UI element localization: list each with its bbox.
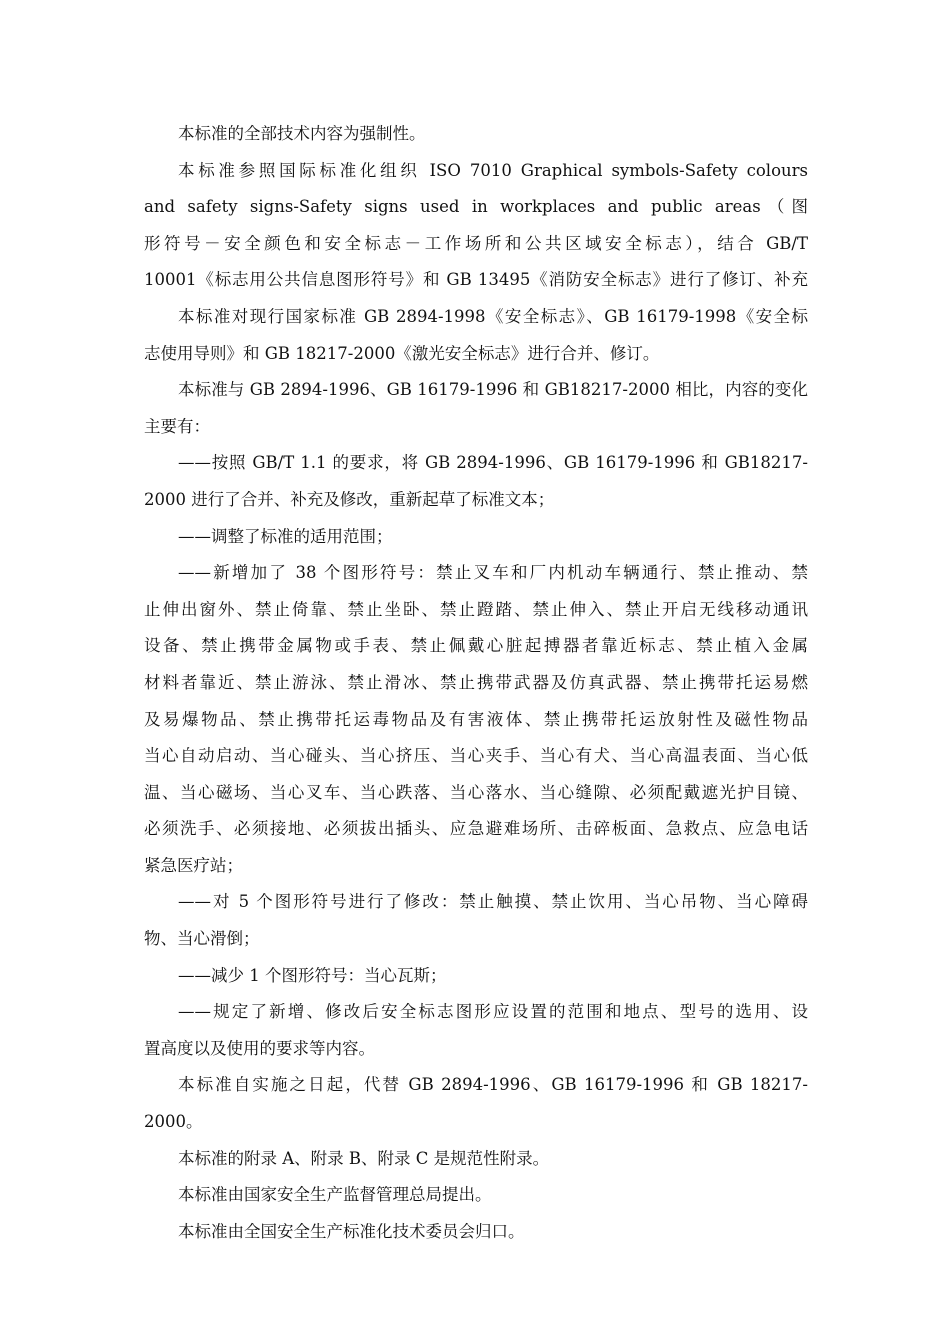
list-item-line: 止伸出窗外、禁止倚靠、禁止坐卧、禁止蹬踏、禁止伸入、禁止开启无线移动通讯 (144, 599, 808, 619)
paragraph-line: 本标准的附录 A、附录 B、附录 C 是规范性附录。 (178, 1148, 550, 1168)
paragraph-line: and safety signs-Safety signs used in workplaces and public areas（图 (144, 197, 808, 217)
paragraph-line: 2000。 (144, 1112, 203, 1132)
list-item-line: 2000 进行了合并、补充及修改，重新起草了标准文本； (144, 489, 555, 509)
list-item-line: 设备、禁止携带金属物或手表、禁止佩戴心脏起搏器者靠近标志、禁止植入金属 (144, 636, 808, 656)
list-item-line: 紧急医疗站； (144, 855, 243, 875)
list-item-line: 物、当心滑倒； (144, 929, 260, 949)
list-item-line: 材料者靠近、禁止游泳、禁止滑冰、禁止携带武器及仿真武器、禁止携带托运易燃 (144, 672, 808, 692)
list-item-line: ——调整了标准的适用范围； (178, 526, 393, 546)
paragraph-line: 主要有： (144, 416, 210, 436)
list-item-line: ——新增加了 38 个图形符号：禁止叉车和厂内机动车辆通行、禁止推动、禁 (178, 563, 808, 583)
list-item-line: ——对 5 个图形符号进行了修改：禁止触摸、禁止饮用、当心吊物、当心障碍 (178, 892, 808, 912)
list-item-line: 及易爆物品、禁止携带托运毒物品及有害液体、禁止携带托运放射性及磁性物品 (144, 709, 808, 729)
list-item-line: ——减少 1 个图形符号：当心瓦斯； (178, 965, 447, 985)
paragraph-line: 本标准的全部技术内容为强制性。 (178, 124, 426, 143)
paragraph-line: 10001《标志用公共信息图形符号》和 GB 13495《消防安全标志》进行了修订、补充 (144, 270, 808, 290)
list-item-line: 当心自动启动、当心碰头、当心挤压、当心夹手、当心有犬、当心高温表面、当心低 (144, 746, 808, 766)
paragraph-line: 志使用导则》和 GB 18217-2000《激光安全标志》进行合并、修订。 (144, 343, 660, 363)
list-item-line: ——规定了新增、修改后安全标志图形应设置的范围和地点、型号的选用、设 (178, 1002, 808, 1022)
list-item-line: 温、当心磁场、当心叉车、当心跌落、当心落水、当心缝隙、必须配戴遮光护目镜、 (144, 782, 808, 802)
list-item-line: ——按照 GB/T 1.1 的要求，将 GB 2894-1996、GB 16179-1996 和 GB18217- (178, 453, 808, 473)
paragraph-line: 本标准与 GB 2894-1996、GB 16179-1996 和 GB18217-2000 相比，内容的变化 (178, 380, 808, 400)
paragraph-line: 本标准自实施之日起，代替 GB 2894-1996、GB 16179-1996 和 GB 18217- (178, 1075, 808, 1095)
paragraph-line: 本标准对现行国家标准 GB 2894-1998《安全标志》、GB 16179-1998《安全标 (178, 306, 808, 326)
document-body (144, 116, 808, 1250)
list-item-line: 置高度以及使用的要求等内容。 (144, 1038, 375, 1058)
paragraph-line: 本标准参照国际标准化组织 ISO 7010 Graphical symbols-Safety colours (178, 160, 808, 180)
paragraph-line: 本标准由国家安全生产监督管理总局提出。 (178, 1185, 492, 1205)
paragraph-line: 本标准由全国安全生产标准化技术委员会归口。 (178, 1221, 525, 1241)
paragraph-line: 形符号－安全颜色和安全标志－工作场所和公共区域安全标志），结合 GB/T (144, 233, 808, 253)
list-item-line: 必须洗手、必须接地、必须拔出插头、应急避难场所、击碎板面、急救点、应急电话 (144, 819, 808, 839)
